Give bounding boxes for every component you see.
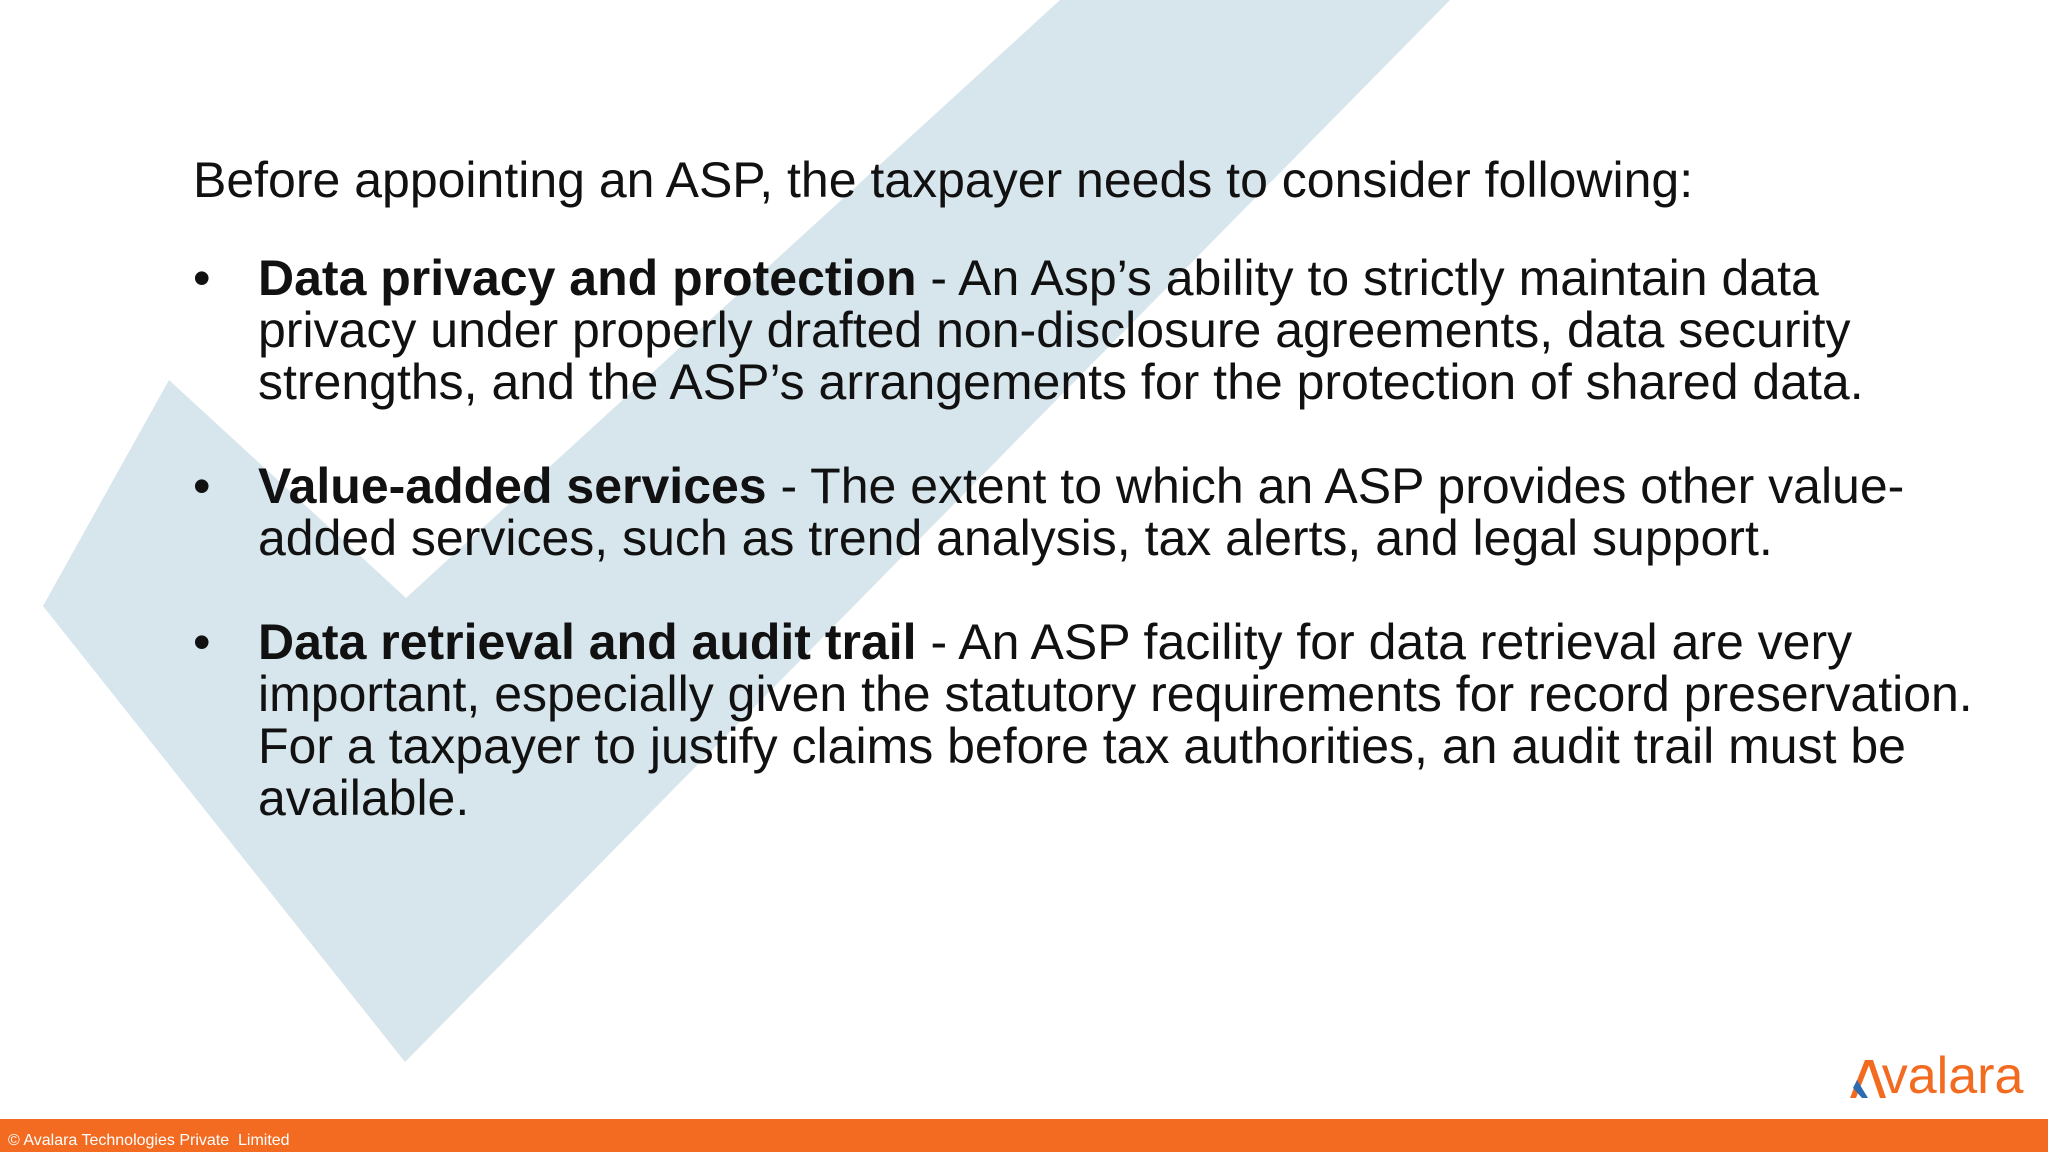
copyright-text: © Avalara Technologies Private Limited [8, 1132, 290, 1149]
bullet-list [193, 252, 1993, 824]
bullet-title: Data retrieval and audit trail [258, 614, 917, 670]
bullet-text: - The extent to which an ASP provides other value-added services, such as trend analysis, tax alerts, and legal support. [258, 458, 1905, 566]
avalara-logo-icon [1848, 1052, 1888, 1112]
bullet-item-data-privacy [193, 252, 1978, 408]
slide-content [193, 150, 1993, 876]
footer-bar [0, 1119, 2048, 1152]
bullet-text: - An Asp’s ability to strictly maintain data privacy under properly drafted non-disclosure agreements, data security strengths, and the ASP’s arrangements for the protection of shared data. [258, 250, 1864, 410]
bullet-dot: • [193, 614, 211, 670]
bullet-item-value-added [193, 460, 1978, 564]
bullet-dot: • [193, 458, 211, 514]
bullet-title: Data privacy and protection [258, 250, 917, 306]
avalara-logo [1848, 1047, 2038, 1112]
logo-text: valara [1881, 1047, 2024, 1105]
intro-text: Before appointing an ASP, the taxpayer needs to consider following: [193, 152, 1694, 208]
bullet-title: Value-added services [258, 458, 767, 514]
bullet-text: - An ASP facility for data retrieval are very important, especially given the statutory requirements for record preservation. For a taxpayer to justify claims before tax authorities, an audit trail must be available. [258, 614, 1973, 826]
bullet-item-data-retrieval [193, 616, 1978, 824]
bullet-dot: • [193, 250, 211, 306]
